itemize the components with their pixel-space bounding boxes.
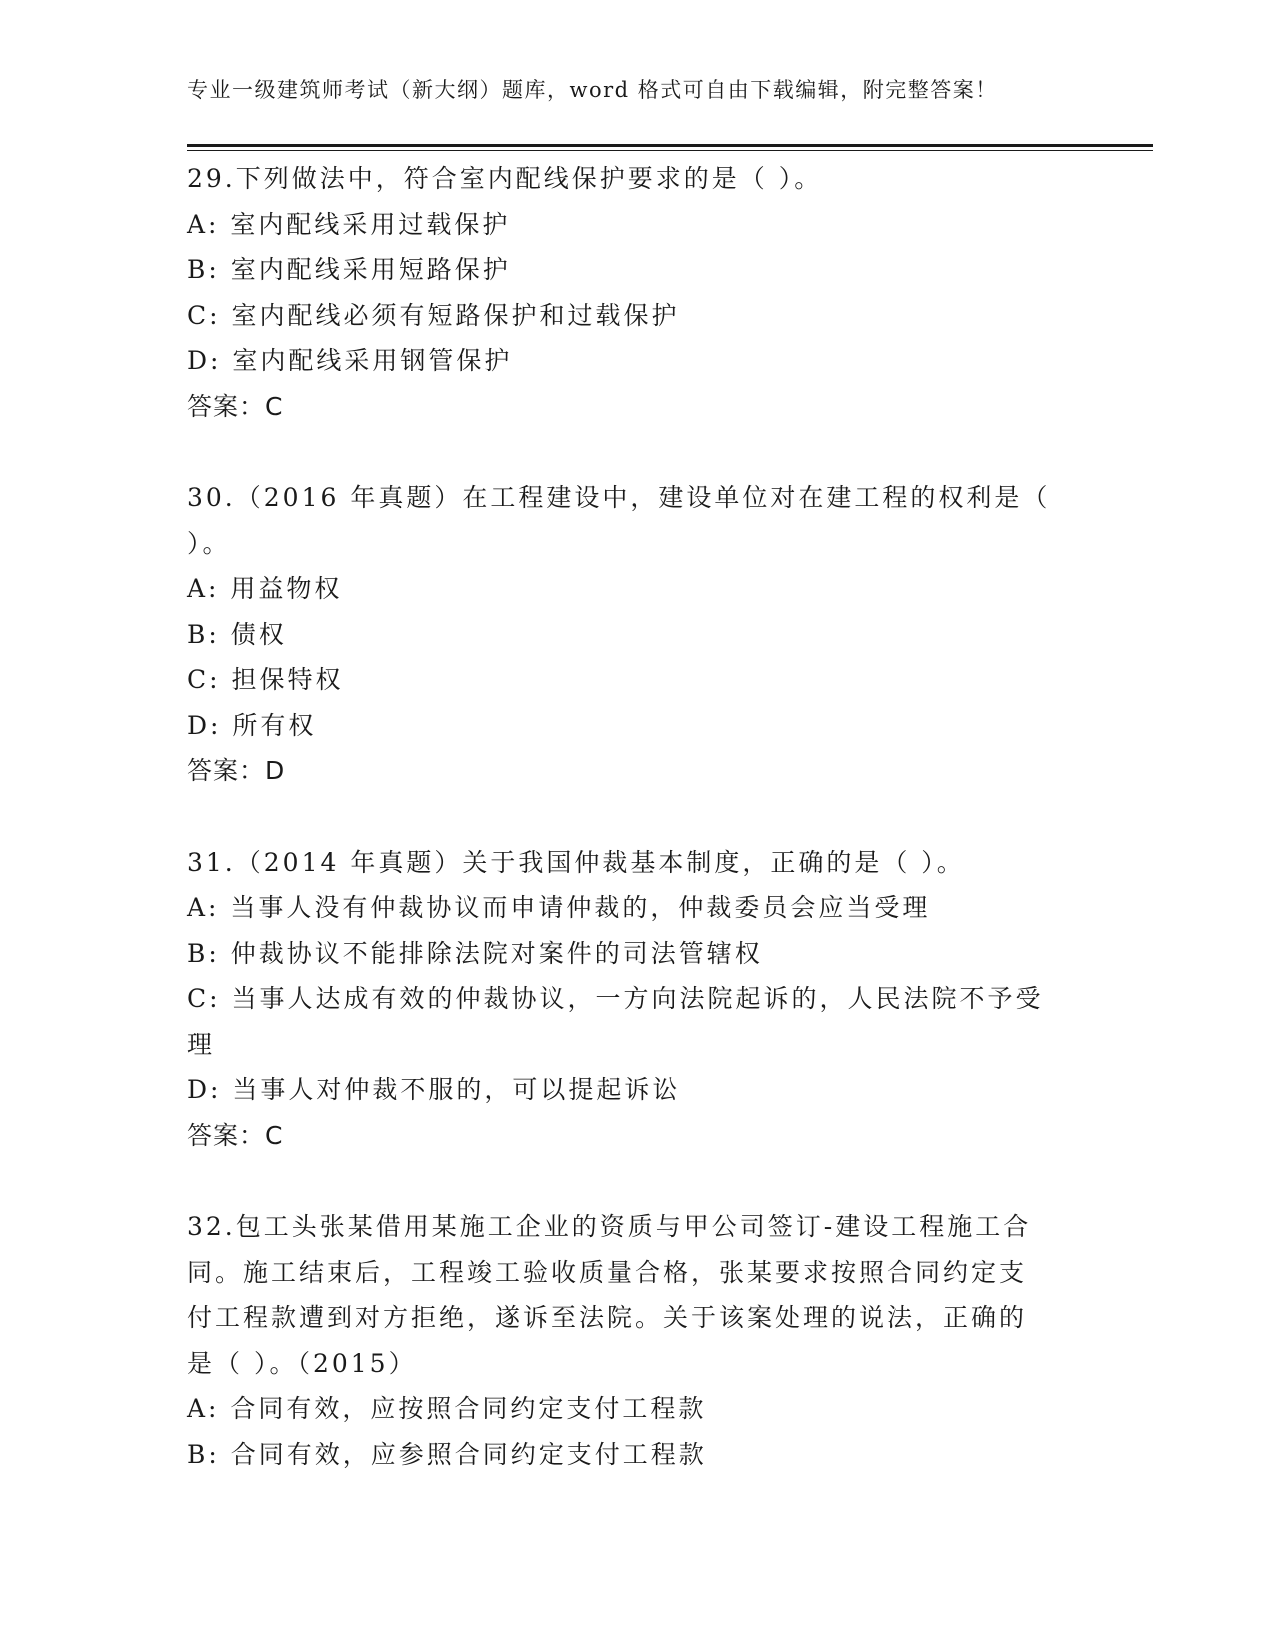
option-a: A: 室内配线采用过载保护 xyxy=(187,209,511,239)
option-a: A: 当事人没有仲裁协议而申请仲裁的，仲裁委员会应当受理 xyxy=(187,893,931,922)
question-29 xyxy=(187,156,1087,429)
option-b: B: 室内配线采用短路保护 xyxy=(187,255,511,284)
option-c: C: 当事人达成有效的仲裁协议，一方向法院起诉的，人民法院不予受 xyxy=(187,984,1044,1013)
question-stem xyxy=(187,156,1087,202)
page-header: 专业一级建筑师考试（新大纲）题库，word 格式可自由下载编辑，附完整答案！ xyxy=(187,78,998,102)
stem-line: ）。 xyxy=(187,528,231,558)
option-a: A: 合同有效，应按照合同约定支付工程款 xyxy=(187,1394,707,1423)
option-d: D: 当事人对仲裁不服的，可以提起诉讼 xyxy=(187,1075,681,1104)
option-d: D: 室内配线采用钢管保护 xyxy=(187,346,513,375)
question-32 xyxy=(187,1204,1087,1477)
question-30 xyxy=(187,475,1087,794)
stem-line: 付工程款遭到对方拒绝，遂诉至法院。关于该案处理的说法，正确的 xyxy=(187,1303,1028,1332)
question-list xyxy=(187,156,1087,1523)
answer: 答案：D xyxy=(187,756,286,785)
stem-line: 31.（2014 年真题）关于我国仲裁基本制度，正确的是（ ）。 xyxy=(187,847,965,877)
stem-line: 29.下列做法中，符合室内配线保护要求的是（ ）。 xyxy=(187,164,823,193)
option-c-continued: 理 xyxy=(187,1029,216,1059)
stem-line: 32.包工头张某借用某施工企业的资质与甲公司签订-建设工程施工合 xyxy=(187,1212,1032,1241)
question-stem xyxy=(187,1204,1087,1386)
question-31 xyxy=(187,840,1087,1159)
stem-line: 是（ ）。（2015） xyxy=(187,1348,417,1378)
header-rule-thin xyxy=(187,150,1153,151)
question-stem xyxy=(187,475,1087,566)
option-a: A: 用益物权 xyxy=(187,574,343,603)
option-d: D: 所有权 xyxy=(187,710,317,740)
answer: 答案：C xyxy=(187,1120,284,1150)
option-c: C: 担保特权 xyxy=(187,665,344,694)
stem-line: 同。施工结束后，工程竣工验收质量合格，张某要求按照合同约定支 xyxy=(187,1257,1028,1287)
header-rule-thick xyxy=(187,144,1153,147)
option-c: C: 室内配线必须有短路保护和过载保护 xyxy=(187,300,680,330)
option-b: B: 合同有效，应参照合同约定支付工程款 xyxy=(187,1439,707,1469)
question-stem xyxy=(187,840,1087,886)
option-b: B: 仲裁协议不能排除法院对案件的司法管辖权 xyxy=(187,938,763,968)
stem-line: 30.（2016 年真题）在工程建设中，建设单位对在建工程的权利是（ xyxy=(187,483,1051,512)
option-b: B: 债权 xyxy=(187,619,287,649)
answer: 答案：C xyxy=(187,391,284,421)
